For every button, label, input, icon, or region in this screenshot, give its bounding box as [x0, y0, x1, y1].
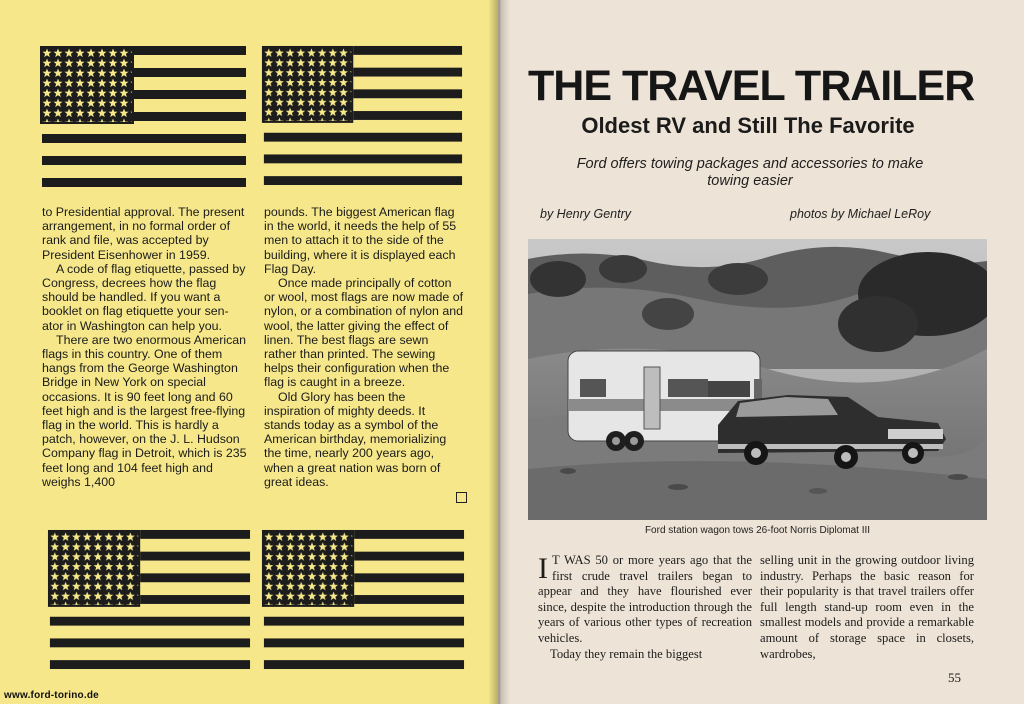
- paragraph: Once made principally of cotton or wool, most flags are now made of nylon, or a combination of nylon and wool, the latter giving the effect of linen. The best flags are sewn rather than printed. The sewing helps their configuration when the flag is caught in a breeze.: [264, 276, 464, 390]
- left-page: [0, 0, 497, 704]
- end-of-article-mark: [456, 492, 467, 503]
- lead-in: T WAS: [552, 553, 591, 567]
- article-body-column-1: [538, 553, 752, 662]
- flag-illustration-top-left: [38, 44, 248, 188]
- paragraph: pounds. The biggest American flag in the world, it needs the help of 55 men to attach it to the side of the building, where it is displayed each Flag Day.: [264, 205, 457, 276]
- page-number: 55: [948, 670, 961, 685]
- page-gutter: [488, 0, 510, 704]
- watermark-url: www.ford-torino.de: [4, 690, 99, 701]
- left-article-column-1: [42, 205, 250, 489]
- article-deck: Ford offers towing packages and accessories to make towing easier: [576, 156, 924, 189]
- paragraph: There are two enormous American flags in this country. One of them hangs from the George Washington Bridge in New York on special occasions. It is 90 feet long and 60 feet high and is the largest free-flying flag in the world. This is hardly a patch, however, on the J. L. Hudson Company flag in Detroit, which is 235 feet long and 104 feet high and weighs 1,400: [42, 332, 247, 489]
- paragraph: A code of flag etiquette, passed by Congress, decrees how the flag should be handled. If you want a booklet on flag etiquette your sen-ator in Washington can help you.: [42, 261, 246, 333]
- drop-cap: I: [538, 552, 548, 585]
- byline-photographer: photos by Michael LeRoy: [790, 207, 931, 221]
- flag-illustration-bottom-right: [260, 528, 466, 670]
- flag-illustration-bottom-left: [46, 528, 252, 670]
- trailer-photo: [528, 239, 987, 520]
- byline-author: by Henry Gentry: [540, 207, 632, 221]
- photo-caption: Ford station wagon tows 26-foot Norris Diplomat III: [644, 525, 871, 536]
- flag-illustration-top-right: [260, 44, 464, 186]
- paragraph: Today they remain the biggest: [550, 646, 703, 661]
- article-body-column-2: [760, 553, 974, 662]
- paragraph: Old Glory has been the inspiration of mighty deeds. It stands today as a symbol of the American birthday, memorializing the time, nearly 200 years ago, when a great nation was born of great ideas.: [264, 389, 447, 489]
- paragraph: selling unit in the growing outdoor living industry. Perhaps the basic reason for their popularity is that travel trailers offer full length stand-up room even in the smallest models and provide a remarkable amount of storage space in closets, wardrobes,: [760, 553, 974, 661]
- paragraph: [538, 553, 752, 647]
- article-subtitle: Oldest RV and Still The Favorite: [581, 113, 915, 138]
- left-article-column-2: [264, 205, 464, 489]
- paragraph-text: 50 or more years ago that the first crude travel trailers began to appear and they have flourished ever since, despite the introduction through the years of various other types of recreation vehicles.: [538, 553, 752, 645]
- paragraph: to Presidential approval. The present arrangement, in no formal order of rank and file, was accepted by President Eisenhower in 1959.: [42, 205, 245, 262]
- article-title: THE TRAVEL TRAILER: [528, 62, 975, 110]
